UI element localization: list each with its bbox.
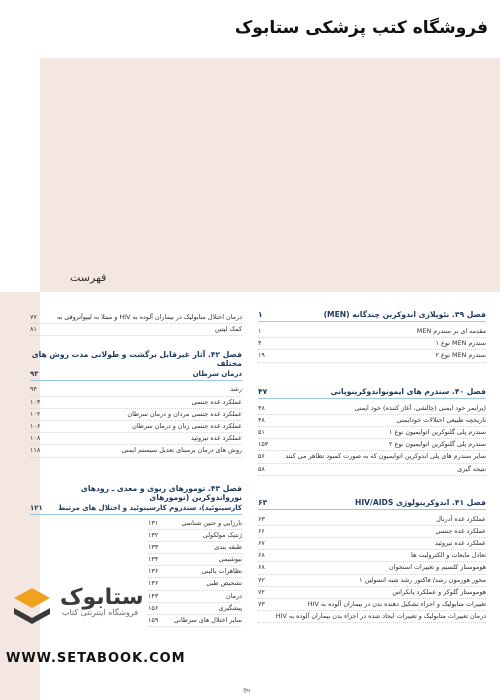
entry-title: عملکرد غده جنسی bbox=[191, 397, 242, 406]
entry-page: ۱۵۶ bbox=[148, 603, 159, 612]
entry-page: ۱۵۴ bbox=[258, 440, 269, 449]
chapter-42-subheading bbox=[30, 370, 242, 381]
entry-page: ۴ bbox=[258, 339, 262, 348]
toc-entry[interactable] bbox=[258, 326, 486, 338]
entry-page: ۱۴۳ bbox=[148, 591, 159, 600]
entry-title: تشخیص طبی bbox=[206, 579, 242, 588]
setabook-logo bbox=[10, 578, 160, 638]
toc-entry[interactable] bbox=[258, 439, 486, 451]
toc-entry[interactable] bbox=[30, 421, 242, 433]
toc-entry[interactable] bbox=[258, 526, 486, 538]
chapter-40-list bbox=[258, 403, 486, 476]
entry-title: سندرم پلی گلنوکرین اتوایمیون نوع ۱ bbox=[388, 427, 486, 436]
toc-entry[interactable] bbox=[258, 415, 486, 427]
entry-page: ۱۵۹ bbox=[148, 616, 159, 624]
toc-entry[interactable] bbox=[258, 538, 486, 550]
toc-entry[interactable] bbox=[148, 603, 242, 615]
chapter-39-list bbox=[258, 326, 486, 363]
entry-title: نتیجه گیری bbox=[457, 464, 486, 473]
footer-url[interactable]: WWW.SETABOOK.COM bbox=[6, 651, 186, 666]
entry-title: تغییرات متابولیک و اجزاء تشکیل دهنده بدن در بیماران آلوده به HIV bbox=[307, 600, 486, 608]
page-number: پنج bbox=[243, 686, 251, 693]
entry-title: تاریخچه طبیعی اختلالات خودایمنی bbox=[396, 415, 486, 424]
chapter-40-heading[interactable] bbox=[258, 387, 486, 399]
toc-entry[interactable] bbox=[148, 530, 242, 542]
entry-page: ۵۶ bbox=[258, 452, 265, 461]
entry-title: سایر سندرم های پلی اندوکرین اتوایمیون که به صورت کمبود تظاهر می کنند bbox=[285, 452, 486, 461]
entry-title: رشد bbox=[230, 385, 242, 394]
toc-entry[interactable] bbox=[148, 591, 242, 603]
entry-page: ۱۰۳ bbox=[30, 397, 41, 406]
entry-title: ژنتیک مولکولی bbox=[202, 530, 242, 539]
chapter-42-heading[interactable] bbox=[30, 350, 242, 370]
chapter-39-heading[interactable] bbox=[258, 310, 486, 322]
entry-title: مقدمه ای بر سندرم MEN bbox=[416, 327, 486, 335]
entry-title: سایر اختلال های سرطانی bbox=[173, 616, 242, 624]
toc-entry[interactable] bbox=[148, 578, 242, 590]
entry-page: ۱۰۲ bbox=[30, 409, 41, 418]
entry-page: ۱۱۸ bbox=[30, 446, 41, 455]
toc-entry[interactable] bbox=[258, 464, 486, 476]
entry-title: سندرم پلی گلنوکرین اتوایمیون نوع ۲ bbox=[388, 440, 486, 449]
toc-entry[interactable] bbox=[30, 397, 242, 409]
toc-entry[interactable] bbox=[258, 338, 486, 350]
toc-right-column bbox=[258, 310, 486, 623]
entry-page: ۱۰۶ bbox=[30, 421, 41, 430]
entry-title: درمان اختلال متابولیک در بیماران آلوده به HIV و مبتلا به لیپوآتروفی به bbox=[56, 313, 242, 321]
entry-page: ۶۶ bbox=[258, 526, 265, 535]
entry-page: ۶۸ bbox=[258, 563, 265, 572]
toc-entry[interactable] bbox=[30, 433, 242, 445]
entry-page: ۸۱ bbox=[30, 325, 37, 334]
toc-entry[interactable] bbox=[148, 554, 242, 566]
entry-title: تظاهرات بالینی bbox=[201, 567, 242, 576]
entry-title: طبقه بندی bbox=[214, 542, 242, 551]
entry-page: ۱۰۸ bbox=[30, 434, 41, 443]
chapter-page: ۶۳ bbox=[258, 497, 268, 507]
chapter-page: ۱۲۱ bbox=[30, 503, 43, 512]
entry-title: عملکرد غده جنسی مردان و درمان سرطان bbox=[127, 409, 242, 418]
toc-entry[interactable] bbox=[258, 587, 486, 599]
chapter-43-heading[interactable] bbox=[30, 484, 242, 504]
toc-entry[interactable] bbox=[258, 611, 486, 623]
store-title: فروشگاه کتب پزشکی ستابوک bbox=[234, 18, 488, 38]
chapter-43-subheading bbox=[30, 504, 242, 515]
toc-entry[interactable] bbox=[30, 409, 242, 421]
entry-title: درمان bbox=[226, 591, 242, 600]
toc-entry[interactable] bbox=[148, 615, 242, 627]
toc-entry[interactable] bbox=[30, 384, 242, 396]
continuation-list bbox=[30, 312, 242, 336]
entry-title: عملکرد غده جنسی bbox=[435, 526, 486, 535]
chapter-42-list bbox=[30, 384, 242, 457]
chapter-subheading-text: کارسینوئید)، سندروم کارسینوئید و اختلال های مرتبط bbox=[58, 503, 242, 512]
toc-title: فهرست bbox=[70, 271, 107, 284]
chapter-41-heading[interactable] bbox=[258, 498, 486, 510]
entry-title: عملکرد غده آدرنال bbox=[436, 514, 486, 523]
cover-panel bbox=[40, 58, 500, 292]
entry-page: ۶۸ bbox=[258, 551, 265, 560]
entry-page: ۷۲ bbox=[258, 575, 265, 584]
chapter-page: ۴۷ bbox=[258, 386, 268, 396]
entry-page: ۶۷ bbox=[258, 539, 265, 548]
chapter-page: ۱ bbox=[258, 310, 263, 319]
toc-entry[interactable] bbox=[258, 427, 486, 439]
entry-title: سندرم MEN نوع ۱ bbox=[435, 339, 486, 348]
entry-page: ۷۷ bbox=[30, 313, 37, 321]
entry-title: عملکرد غده تیروئید bbox=[434, 539, 486, 548]
entry-page: ۱۹ bbox=[258, 351, 265, 360]
chapter-heading-text: فصل ۳۹. نئوپلازی اندوکرین چندگانه (MEN) bbox=[323, 310, 486, 319]
entry-title: درمان تغییرات متابولیک و تغییرات ایجاد شده در اجزاء بدن بیماران آلوده به HIV bbox=[275, 612, 486, 621]
entry-page: ۴۸ bbox=[258, 415, 265, 424]
entry-title: کمک لپتین bbox=[214, 325, 242, 334]
chapter-heading-text: فصل ۴۰. سندرم های ایمونواندوکرینوپاتی bbox=[330, 386, 486, 396]
chapter-heading-text: فصل ۴۲. آثار غیرقابل برگشت و طولانی مدت روش های مختلف bbox=[31, 350, 242, 369]
entry-title: بیوشیمی bbox=[218, 555, 242, 564]
toc-entry[interactable] bbox=[258, 599, 486, 611]
entry-title: (پرایمر خود ایمنی (چالشی، آغاز کننده) خود ایمنی bbox=[354, 403, 486, 412]
toc-entry[interactable] bbox=[258, 403, 486, 415]
entry-title: عملکرد غده تیروئید bbox=[190, 434, 242, 443]
entry-page: ۱۳۲ bbox=[148, 530, 159, 539]
entry-title: پیشگیری bbox=[218, 603, 242, 612]
svg-text:ستابوک: ستابوک bbox=[60, 585, 144, 610]
entry-page: ۱ bbox=[258, 327, 262, 335]
entry-title: تعادل مایعات و الکترولیت ها bbox=[411, 551, 486, 560]
entry-title: روش های درمان برمبنای تعدیل سیستم ایمنی bbox=[121, 446, 242, 455]
entry-page: ۹۴ bbox=[30, 385, 37, 394]
entry-title: هوموستاز گلوکز و عملکرد پانکراس bbox=[392, 587, 486, 596]
entry-page: ۱۳۱ bbox=[148, 518, 159, 527]
chapter-page: ۹۳ bbox=[30, 370, 39, 379]
chapter-subheading-text: درمان سرطان bbox=[192, 370, 242, 379]
entry-page: ۶۳ bbox=[258, 514, 265, 523]
toc-entry[interactable] bbox=[258, 350, 486, 362]
toc-entry[interactable] bbox=[30, 312, 242, 324]
entry-page: ۷۳ bbox=[258, 600, 265, 608]
toc-entry[interactable] bbox=[258, 550, 486, 562]
entry-page: ۷۲ bbox=[258, 587, 265, 596]
toc-entry[interactable] bbox=[30, 445, 242, 457]
toc-entry[interactable] bbox=[148, 566, 242, 578]
toc-entry[interactable] bbox=[258, 562, 486, 574]
toc-entry[interactable] bbox=[258, 451, 486, 463]
entry-title: عملکرد غده جنسی زنان و درمان سرطان bbox=[132, 421, 242, 430]
toc-entry[interactable] bbox=[148, 542, 242, 554]
entry-page: ۱۳۳ bbox=[148, 542, 159, 551]
entry-title: محور هورمون رشد/ فاکتور رشد شبه انسولین ۱ bbox=[359, 575, 486, 584]
entry-page: ۵۸ bbox=[258, 464, 265, 473]
entry-page: ۵۱ bbox=[258, 427, 265, 436]
toc-entry[interactable] bbox=[258, 514, 486, 526]
chapter-41-list bbox=[258, 514, 486, 624]
entry-title: سندرم MEN نوع ۲ bbox=[435, 351, 486, 360]
toc-entry[interactable] bbox=[148, 518, 242, 530]
entry-page: ۱۳۶ bbox=[148, 579, 159, 588]
chapter-heading-text: فصل ۴۱. اندوکرینولوژی HIV/AIDS bbox=[354, 497, 486, 507]
entry-page: ۱۳۴ bbox=[148, 555, 159, 564]
entry-title: هوموستاز کلسیم و تغییرات استخوان bbox=[389, 563, 486, 572]
logo-caption: فروشگاه اینترنتی کتاب bbox=[62, 608, 139, 617]
entry-title: تارزایی و جنین شناسی bbox=[181, 518, 242, 527]
header-bar bbox=[0, 0, 500, 58]
toc-entry[interactable] bbox=[258, 575, 486, 587]
toc-entry[interactable] bbox=[30, 324, 242, 336]
entry-page: ۴۸ bbox=[258, 403, 265, 412]
chapter-heading-text: فصل ۴۳. تومورهای ریوی و معدی ـ رودهای نورواندوکرین (تومورهای bbox=[80, 483, 242, 502]
entry-page: ۱۳۶ bbox=[148, 567, 159, 576]
